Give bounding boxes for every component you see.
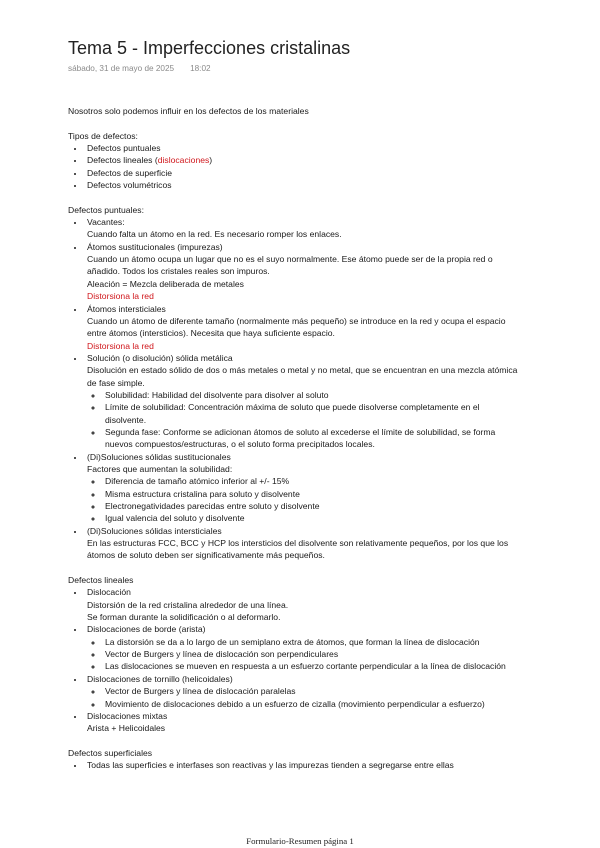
list-item: • Defectos puntuales xyxy=(85,142,568,154)
sub-list-item: ◦ Igual valencia del soluto y disolvente xyxy=(103,512,568,524)
sub-list-item: ◦ Solubilidad: Habilidad del disolvente para disolver al soluto xyxy=(103,389,568,401)
tornillo-sublist xyxy=(87,685,568,710)
puntuales-list xyxy=(68,216,568,562)
page-footer: Formulario-Resumen página 1 xyxy=(246,836,354,846)
dislocaciones-highlight: dislocaciones xyxy=(157,155,210,166)
intro-text: Nosotros solo podemos influir en los defectos de los materiales xyxy=(68,106,309,116)
tipos-list xyxy=(68,142,568,191)
list-item: • Vacantes: Cuando falta un átomo en la red. Es necesario romper los enlaces. xyxy=(85,216,568,241)
list-item: • Dislocación Distorsión de la red cristalina alrededor de una línea. Se forman durante la solidificación o al deformarlo. xyxy=(85,586,568,623)
list-item: • Átomos sustitucionales (impurezas) Cuando un átomo ocupa un lugar que no es el suyo normalmente. Ese átomo puede ser de la propia red o añadido. Todos los cristales reales son impuros. Aleación = Mezcla deliberada de metales Distorsiona la red xyxy=(85,241,568,303)
list-item: • Dislocaciones de tornillo (helicoidales) ◦ Vector de Burgers y línea de dislocación paralelas ◦ Movimiento de dislocaciones debido a un esfuerzo de cizalla (movimiento perpendicular a esfuerzo) xyxy=(85,673,568,710)
list-item: • Defectos volumétricos xyxy=(85,179,568,191)
page-title: Tema 5 - Imperfecciones cristalinas xyxy=(68,38,351,58)
lineales-list xyxy=(68,586,568,734)
list-item: • Solución (o disolución) sólida metálica Disolución en estado sólido de dos o más metales o metal y no metal, que se encuentran en una mezcla atómica de fase simple. ◦ Solubilidad: Habilidad del disolvente para disolver al soluto ◦ Límite de solubilidad: Concentración máxima de soluto que puede disolverse completamente en el disolvente. ◦ Segunda fase: Conforme se adicionan átomos de soluto al excederse el límite de solubilidad, se forma nuevos compuestos/estructuras, o el soluto forma precipitados locales. xyxy=(85,352,568,451)
page-time: 18:02 xyxy=(190,64,211,73)
solucion-sublist xyxy=(87,389,568,451)
puntuales-heading: Defectos puntuales: xyxy=(68,204,144,215)
sub-list-item: ◦ Límite de solubilidad: Concentración máxima de soluto que puede disolverse completamente en el disolvente. xyxy=(103,401,568,426)
list-item: • Dislocaciones de borde (arista) ◦ La distorsión se da a lo largo de un semiplano extra de átomos, que forman la línea de dislocación ◦ Vector de Burgers y línea de dislocación son perpendiculares ◦ Las dislocaciones se mueven en respuesta a un esfuerzo cortante perpendicular a la línea de dislocación xyxy=(85,623,568,672)
sub-list-item: ◦ Vector de Burgers y línea de dislocación son perpendiculares xyxy=(103,648,568,660)
list-item: • Defectos de superficie xyxy=(85,167,568,179)
page-timestamp xyxy=(68,64,211,73)
sub-list-item: ◦ Movimiento de dislocaciones debido a un esfuerzo de cizalla (movimiento perpendicular a esfuerzo) xyxy=(103,698,568,710)
sub-list-item: ◦ Las dislocaciones se mueven en respuesta a un esfuerzo cortante perpendicular a la línea de dislocación xyxy=(103,660,568,672)
page-date: sábado, 31 de mayo de 2025 xyxy=(68,64,175,73)
list-item: • Defectos lineales (dislocaciones) xyxy=(85,154,568,166)
sub-list-item: ◦ Electronegatividades parecidas entre soluto y disolvente xyxy=(103,500,568,512)
sub-list-item: ◦ Misma estructura cristalina para soluto y disolvente xyxy=(103,488,568,500)
superficiales-heading: Defectos superficiales xyxy=(68,747,153,758)
list-item: • Dislocaciones mixtas Arista + Helicoidales xyxy=(85,710,568,735)
sub-list-item: ◦ Segunda fase: Conforme se adicionan átomos de soluto al excederse el límite de solubilidad, se forma nuevos compuestos/estructuras, o el soluto forma precipitados locales. xyxy=(103,426,568,451)
sub-list-item: ◦ La distorsión se da a lo largo de un semiplano extra de átomos, que forman la línea de dislocación xyxy=(103,636,568,648)
sub-list-item: ◦ Diferencia de tamaño atómico inferior al +/- 15% xyxy=(103,475,568,487)
red-note: Distorsiona la red xyxy=(87,291,154,302)
disust-sublist xyxy=(87,475,568,524)
lineales-heading: Defectos lineales xyxy=(68,575,134,586)
superficiales-list xyxy=(68,759,568,771)
list-item: • Átomos intersticiales Cuando un átomo de diferente tamaño (normalmente más pequeño) se introduce en la red y ocupa el espacio entre átomos (intersticios). Necesita que haya suficiente espacio. Distorsiona la red xyxy=(85,303,568,352)
list-item: • (Di)Soluciones sólidas sustitucionales Factores que aumentan la solubilidad: ◦ Diferencia de tamaño atómico inferior al +/- 15% ◦ Misma estructura cristalina para soluto y disolvente ◦ Electronegatividades parecidas entre soluto y disolvente ◦ Igual valencia del soluto y disolvente xyxy=(85,451,568,525)
red-note: Distorsiona la red xyxy=(87,340,154,351)
sub-list-item: ◦ Vector de Burgers y línea de dislocación paralelas xyxy=(103,685,568,697)
list-item: • (Di)Soluciones sólidas intersticiales En las estructuras FCC, BCC y HCP los intersticios del disolvente son relativamente pequeños, por los que los átomos de soluto deben ser significativamente más pequeños. xyxy=(85,525,568,562)
note-body xyxy=(68,105,568,772)
tipos-heading: Tipos de defectos: xyxy=(68,130,138,141)
borde-sublist xyxy=(87,636,568,673)
list-item: • Todas las superficies e interfases son reactivas y las impurezas tienden a segregarse entre ellas xyxy=(85,759,568,771)
